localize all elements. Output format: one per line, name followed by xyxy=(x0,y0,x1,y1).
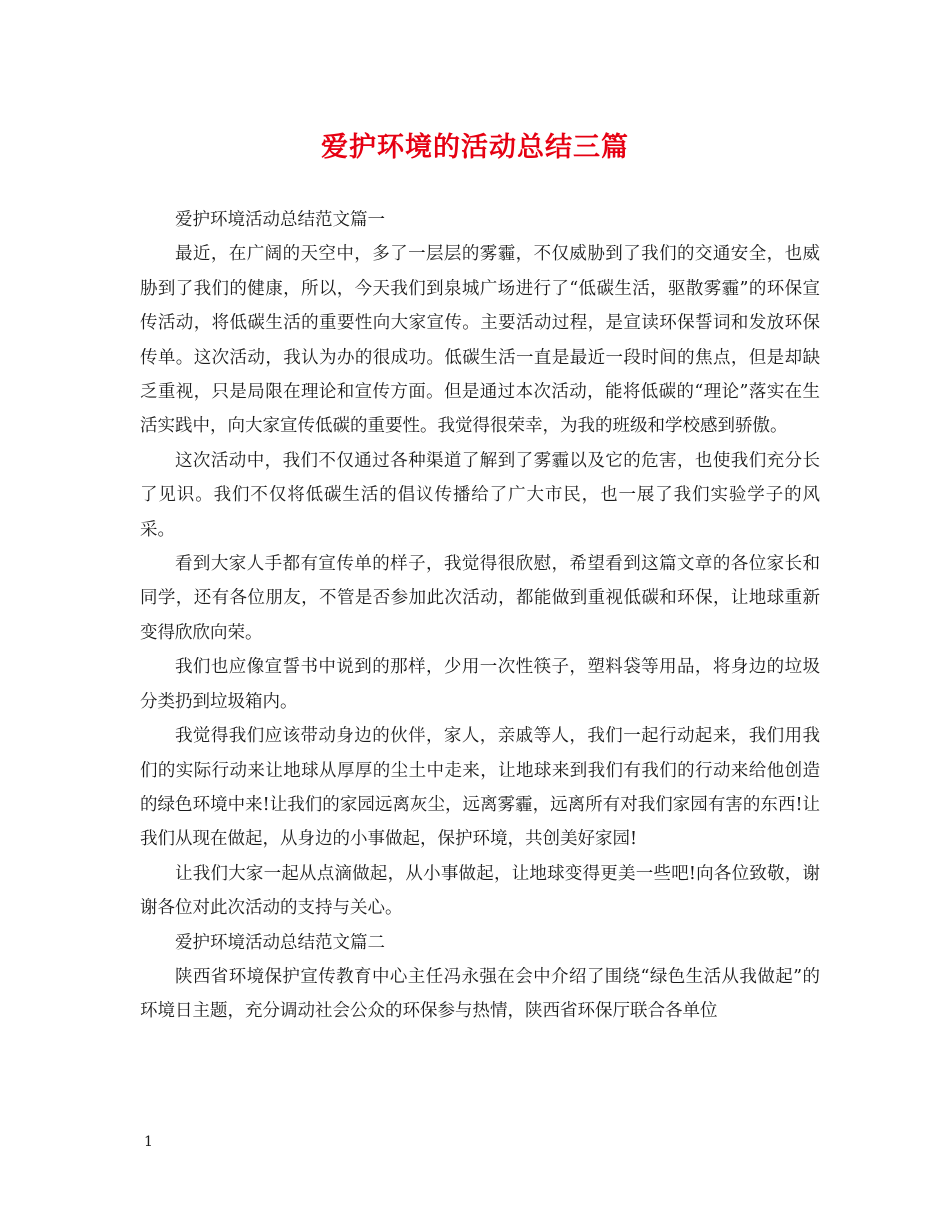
page-number: 1 xyxy=(144,1134,153,1150)
section-heading-one: 爱护环境活动总结范文篇一 xyxy=(175,210,385,230)
paragraph: 这次活动中，我们不仅通过各种渠道了解到了雾霾以及它的危害，也使我们充分长了见识。我们不仅将低碳生活的倡议传播给了广大市民，也一展了我们实验学子的风采。 xyxy=(140,450,820,540)
document-title: 爱护环境的活动总结三篇 xyxy=(321,132,629,163)
paragraph: 最近，在广阔的天空中，多了一层层的雾霾，不仅威胁到了我们的交通安全，也威胁到了我们的健康，所以，今天我们到泉城广场进行了“低碳生活，驱散雾霾”的环保宣传活动，将低碳生活的重要性向大家宣传。主要活动过程，是宣读环保誓词和发放环保传单。这次活动，我认为办的很成功。低碳生活一直是最近一段时间的焦点，但是却缺乏重视，只是局限在理论和宣传方面。但是通过本次活动，能将低碳的“理论”落实在生活实践中，向大家宣传低碳的重要性。我觉得很荣幸，为我的班级和学校感到骄傲。 xyxy=(140,244,820,437)
section-heading-two: 爱护环境活动总结范文篇二 xyxy=(175,932,385,953)
document-body xyxy=(140,203,820,1029)
paragraph: 陕西省环境保护宣传教育中心主任冯永强在会中介绍了围绕“绿色生活从我做起”的环境日主题，充分调动社会公众的环保参与热情，陕西省环保厅联合各单位 xyxy=(140,966,820,1022)
paragraph: 我觉得我们应该带动身边的伙伴，家人，亲戚等人，我们一起行动起来，我们用我们的实际行动来让地球从厚厚的尘土中走来，让地球来到我们有我们的行动来给他创造的绿色环境中来!让我们的家园远离灰尘，远离雾霾，远离所有对我们家园有害的东西!让我们从现在做起，从身边的小事做起，保护环境，共创美好家园! xyxy=(140,726,820,850)
paragraph: 看到大家人手都有宣传单的样子，我觉得很欣慰，希望看到这篇文章的各位家长和同学，还有各位朋友，不管是否参加此次活动，都能做到重视低碳和环保，让地球重新变得欣欣向荣。 xyxy=(140,554,820,643)
paragraph: 我们也应像宣誓书中说到的那样，少用一次性筷子，塑料袋等用品，将身边的垃圾分类扔到垃圾箱内。 xyxy=(140,657,820,712)
paragraph: 让我们大家一起从点滴做起，从小事做起，让地球变得更美一些吧!向各位致敬，谢谢各位对此次活动的支持与关心。 xyxy=(140,863,820,919)
